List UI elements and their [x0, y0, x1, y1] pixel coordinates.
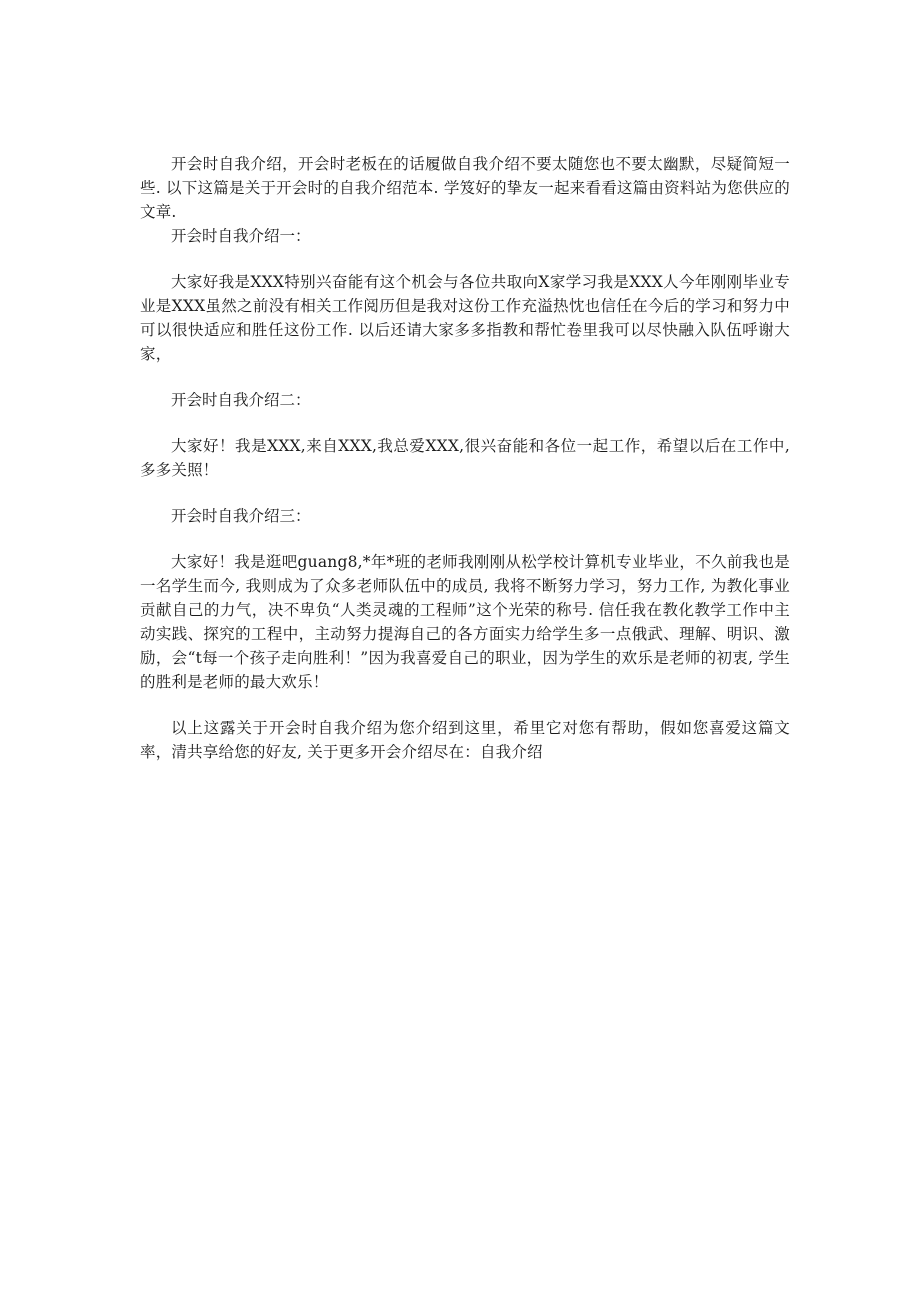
spacer	[140, 412, 790, 434]
section-heading-3: 开会时自我介绍三：	[171, 507, 311, 525]
section-heading-1: 开会时自我介绍一：	[171, 227, 311, 245]
spacer	[140, 482, 790, 504]
spacer	[140, 248, 790, 270]
section-paragraph-1: 大家好我是XXX特别兴奋能有这个机会与各位共取向X家学习我是XXX人今年刚刚毕业专业是XXX虽然之前没有相关工作阅历但是我对这份工作充溢热忱也信任在今后的学习和努力中可以很快适应和胜任这份工作. 以后还请大家多多指教和帮忙卷里我可以尽快融入队伍呼谢大家，	[140, 273, 790, 363]
spacer	[140, 528, 790, 550]
section-paragraph-3: 大家好！我是逛吧guang8,*年*班的老师我刚刚从松学校计算机专业毕业，不久前我也是一名学生而今, 我则成为了众多老师队伍中的成员, 我将不断努力学习，努力工作, 为教化事业贡献自己的力气，决不卑负“人类灵魂的工程师”这个光荣的称号. 信任我在教化教学工作中主动实践、探究的工程中，主动努力提海自己的各方面实力给学生多一点俄武、理解、明识、激励，会“t每一个孩子走向胜利！”因为我喜爱自己的职业，因为学生的欢乐是老师的初衷, 学生的胜利是老师的最大欢乐！	[140, 553, 790, 691]
closing-paragraph: 以上这露关于开会时自我介绍为您介绍到这里，希里它对您有帮助，假如您喜爱这篇文率，清共享给您的好友, 关于更多开会介绍尽在：自我介绍	[140, 719, 790, 761]
document-body	[140, 152, 790, 764]
intro-paragraph: 开会时自我介绍，开会时老板在的话履做自我介绍不要太随您也不要太幽默，尽疑简短一些. 以下这篇是关于开会时的自我介绍范本. 学笈好的挚友一起来看看这篇由资料站为您供应的文章.	[140, 155, 790, 221]
spacer	[140, 694, 790, 716]
spacer	[140, 366, 790, 388]
section-paragraph-2: 大家好！我是XXX,来自XXX,我总爱XXX,很兴奋能和各位一起工作，希望以后在工作中, 多多关照！	[140, 437, 790, 479]
section-heading-2: 开会时自我介绍二：	[171, 391, 311, 409]
